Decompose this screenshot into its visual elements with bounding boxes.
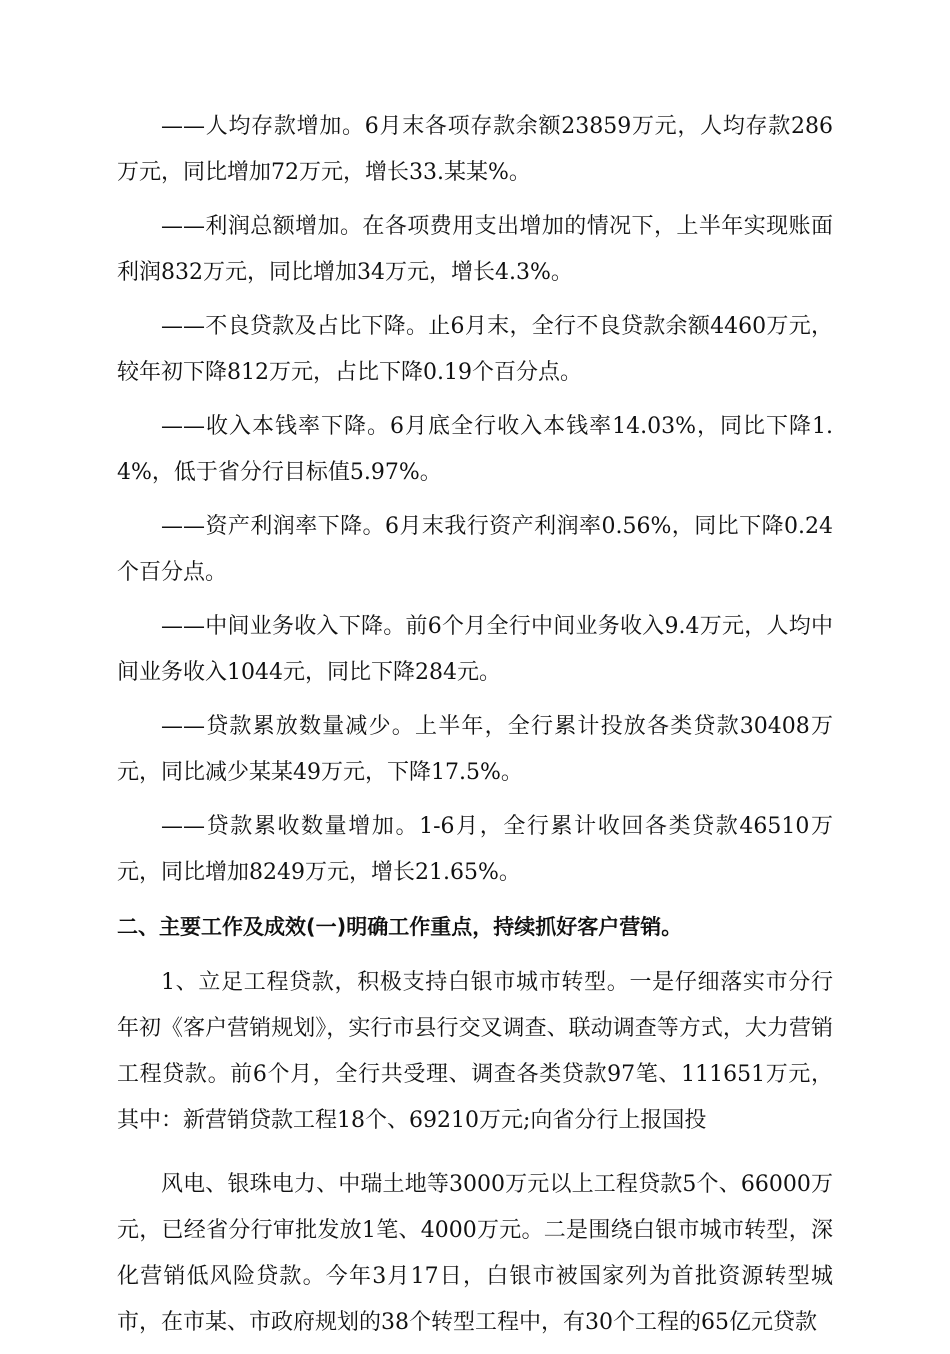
body-paragraph-city-transformation: 风电、银珠电力、中瑞土地等3000万元以上工程贷款5个、66000万元，已经省分行审批发放1笔、4000万元。二是围绕白银市城市转型，深化营销低风险贷款。今年3月17日，白银市被国家列为首批资源转型城市，在市某、市政府规划的38个转型工程中，有30个工程的65亿元贷款 <box>117 1172 833 1335</box>
paragraph-total-profit: ——利润总额增加。在各项费用支出增加的情况下，上半年实现账面利润832万元，同比增加34万元，增长4.3%。 <box>117 214 833 285</box>
paragraph-intermediate-business-income: ——中间业务收入下降。前6个月全行中间业务收入9.4万元，人均中间业务收入1044元，同比下降284元。 <box>117 614 833 685</box>
paragraph-return-on-assets: ——资产利润率下降。6月末我行资产利润率0.56%，同比下降0.24个百分点。 <box>117 514 833 585</box>
paragraph-deposit-per-capita: ——人均存款增加。6月末各项存款余额23859万元，人均存款286万元，同比增加72万元，增长33.某某%。 <box>117 114 833 185</box>
document-content <box>117 104 833 1354</box>
section-heading: 二、主要工作及成效(一)明确工作重点，持续抓好客户营销。 <box>117 915 683 939</box>
paragraph-loan-recovery: ——贷款累收数量增加。1-6月，全行累计收回各类贷款46510万元，同比增加8249万元，增长21.65%。 <box>117 814 833 885</box>
paragraph-loan-disbursement: ——贷款累放数量减少。上半年，全行累计投放各类贷款30408万元，同比减少某某49万元，下降17.5%。 <box>117 714 833 785</box>
body-paragraph-project-loans: 1、立足工程贷款，积极支持白银市城市转型。一是仔细落实市分行年初《客户营销规划》，实行市县行交叉调查、联动调查等方式，大力营销工程贷款。前6个月，全行共受理、调查各类贷款97笔、111651万元，其中：新营销贷款工程18个、69210万元;向省分行上报国投 <box>117 970 833 1133</box>
paragraph-cost-income-ratio: ——收入本钱率下降。6月底全行收入本钱率14.03%，同比下降1.4%，低于省分行目标值5.97%。 <box>117 414 833 485</box>
paragraph-nonperforming-loans: ——不良贷款及占比下降。止6月末，全行不良贷款余额4460万元，较年初下降812万元，占比下降0.19个百分点。 <box>117 314 833 385</box>
